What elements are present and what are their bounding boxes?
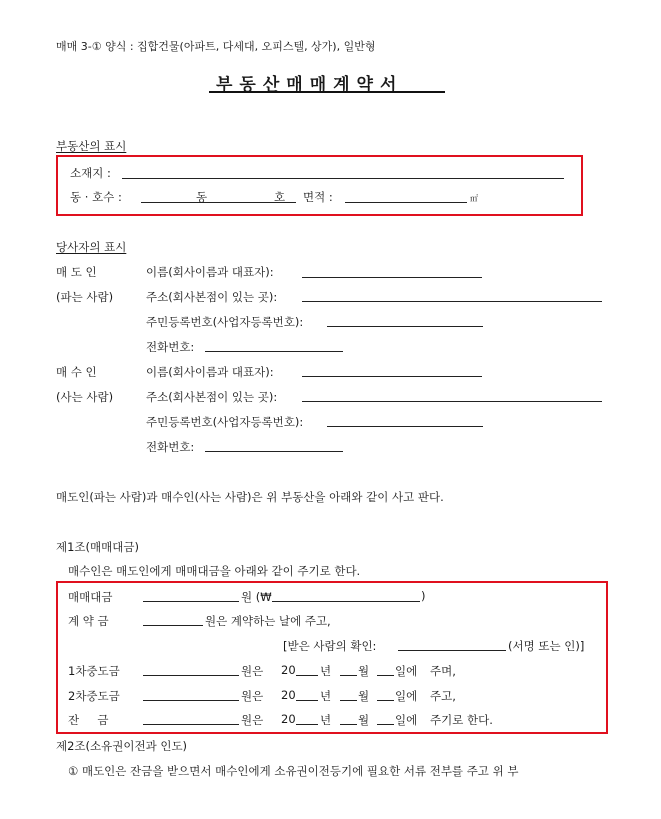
area-label: 면적 : bbox=[303, 190, 333, 204]
price-numeric-field[interactable] bbox=[272, 601, 420, 602]
buyer-sublabel: (사는 사람) bbox=[56, 390, 114, 404]
buyer-id-label: 주민등록번호(사업자등록번호): bbox=[146, 415, 304, 429]
seller-id-field[interactable] bbox=[327, 326, 483, 327]
seller-label: 매 도 인 bbox=[56, 265, 97, 279]
interim2-year-field[interactable] bbox=[296, 700, 318, 701]
interim1-month-field[interactable] bbox=[340, 675, 357, 676]
balance-end: 주기로 한다. bbox=[430, 713, 493, 727]
agreement-statement: 매도인(파는 사람)과 매수인(사는 사람)은 위 부동산을 아래와 같이 사고 판다. bbox=[56, 490, 444, 504]
location-label: 소재지 : bbox=[70, 166, 111, 180]
buyer-id-field[interactable] bbox=[327, 426, 483, 427]
seller-name-label: 이름(회사이름과 대표자): bbox=[146, 265, 274, 279]
interim2-month-field[interactable] bbox=[340, 700, 357, 701]
buyer-address-field[interactable] bbox=[302, 401, 602, 402]
balance-month-field[interactable] bbox=[340, 724, 357, 725]
buyer-name-label: 이름(회사이름과 대표자): bbox=[146, 365, 274, 379]
balance-year-prefix: 20 bbox=[281, 712, 296, 726]
seller-address-label: 주소(회사본점이 있는 곳): bbox=[146, 290, 278, 304]
interim2-amount-field[interactable] bbox=[143, 700, 239, 701]
article2-clause1: ① 매도인은 잔금을 받으면서 매수인에게 소유권이전등기에 필요한 서류 전부를 주고 위 부 bbox=[68, 764, 519, 778]
property-heading: 부동산의 표시 bbox=[56, 139, 127, 153]
buyer-phone-label: 전화번호: bbox=[146, 440, 195, 454]
parties-heading: 당사자의 표시 bbox=[56, 240, 127, 254]
confirm-close: (서명 또는 인)] bbox=[508, 639, 585, 653]
dong-label: 동 bbox=[196, 190, 208, 204]
interim1-month: 월 bbox=[358, 664, 370, 678]
interim2-end: 주고, bbox=[430, 689, 456, 703]
buyer-label: 매 수 인 bbox=[56, 365, 97, 379]
confirm-open: [받은 사람의 확인: bbox=[283, 639, 377, 653]
property-highlight-box bbox=[56, 155, 583, 216]
balance-year-field[interactable] bbox=[296, 724, 318, 725]
location-field[interactable] bbox=[122, 178, 564, 179]
title-underline bbox=[209, 91, 445, 93]
balance-won: 원은 bbox=[241, 713, 264, 727]
balance-day: 일에 bbox=[395, 713, 418, 727]
interim2-year: 년 bbox=[320, 689, 332, 703]
interim2-month: 월 bbox=[358, 689, 370, 703]
interim1-day: 일에 bbox=[395, 664, 418, 678]
buyer-address-label: 주소(회사본점이 있는 곳): bbox=[146, 390, 278, 404]
deposit-text: 원은 계약하는 날에 주고, bbox=[205, 614, 331, 628]
interim2-won: 원은 bbox=[241, 689, 264, 703]
seller-phone-field[interactable] bbox=[205, 351, 343, 352]
price-won-label: 원 (₩ bbox=[241, 590, 272, 604]
seller-sublabel: (파는 사람) bbox=[56, 290, 114, 304]
deposit-label: 계 약 금 bbox=[68, 614, 109, 628]
balance-label: 잔 금 bbox=[68, 713, 109, 727]
form-label: 매매 3-① 양식 : 집합건물(아파트, 다세대, 오피스텔, 상가), 일반형 bbox=[56, 40, 376, 53]
interim2-day-field[interactable] bbox=[377, 700, 394, 701]
balance-month: 월 bbox=[358, 713, 370, 727]
interim1-label: 1차중도금 bbox=[68, 664, 120, 678]
interim2-label: 2차중도금 bbox=[68, 689, 120, 703]
article2-heading: 제2조(소유권이전과 인도) bbox=[56, 739, 188, 753]
interim2-day: 일에 bbox=[395, 689, 418, 703]
buyer-phone-field[interactable] bbox=[205, 451, 343, 452]
balance-amount-field[interactable] bbox=[143, 724, 239, 725]
interim1-year: 년 bbox=[320, 664, 332, 678]
seller-id-label: 주민등록번호(사업자등록번호): bbox=[146, 315, 304, 329]
seller-address-field[interactable] bbox=[302, 301, 602, 302]
interim1-won: 원은 bbox=[241, 664, 264, 678]
payment-highlight-box bbox=[56, 581, 608, 734]
price-close: ) bbox=[421, 589, 426, 603]
unit-label: 동 · 호수 : bbox=[70, 190, 122, 204]
balance-day-field[interactable] bbox=[377, 724, 394, 725]
article1-intro: 매수인은 매도인에게 매매대금을 아래와 같이 주기로 한다. bbox=[68, 564, 361, 578]
interim1-day-field[interactable] bbox=[377, 675, 394, 676]
seller-name-field[interactable] bbox=[302, 277, 482, 278]
area-unit: ㎡ bbox=[470, 194, 478, 203]
interim1-end: 주며, bbox=[430, 664, 456, 678]
confirm-signature-field[interactable] bbox=[398, 650, 506, 651]
price-label: 매매대금 bbox=[68, 590, 113, 604]
interim1-amount-field[interactable] bbox=[143, 675, 239, 676]
area-field[interactable] bbox=[345, 202, 467, 203]
seller-phone-label: 전화번호: bbox=[146, 340, 195, 354]
deposit-amount-field[interactable] bbox=[143, 625, 203, 626]
interim1-year-field[interactable] bbox=[296, 675, 318, 676]
article1-heading: 제1조(매매대금) bbox=[56, 540, 139, 554]
ho-label: 호 bbox=[274, 190, 286, 204]
buyer-name-field[interactable] bbox=[302, 376, 482, 377]
document-title: 부동산매매계약서 bbox=[216, 75, 404, 95]
price-amount-field[interactable] bbox=[143, 601, 239, 602]
interim2-year-prefix: 20 bbox=[281, 688, 296, 702]
unit-field[interactable] bbox=[141, 202, 296, 203]
balance-year: 년 bbox=[320, 713, 332, 727]
interim1-year-prefix: 20 bbox=[281, 663, 296, 677]
